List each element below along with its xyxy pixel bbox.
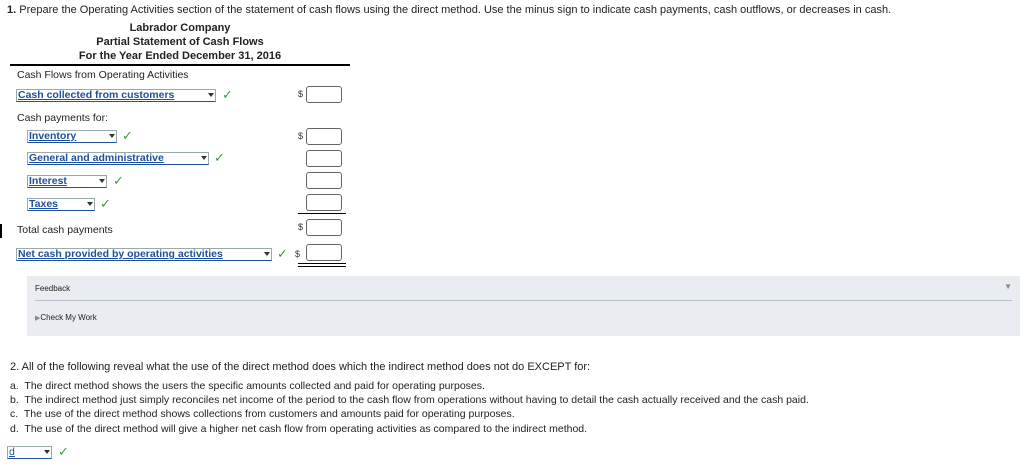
option-letter: a. [10, 380, 19, 392]
option-text: The direct method shows the users the specific amounts collected and paid for operating purposes. [24, 380, 485, 392]
option-c [10, 408, 515, 420]
feedback-panel [27, 276, 1020, 336]
gen-admin-dropdown[interactable] [27, 152, 209, 165]
gen-admin-selected: General and administrative [29, 152, 164, 164]
net-cash-selected: Net cash provided by operating activities [18, 248, 223, 260]
total-payments-amount-input[interactable] [306, 219, 342, 236]
taxes-dropdown[interactable] [27, 198, 95, 211]
option-text: The indirect method just simply reconciles net income of the period to the cash flow from operations without having to detail the cash actually received and the cash paid. [24, 394, 809, 406]
correct-check-icon: ✓ [222, 87, 233, 102]
currency-symbol: $ [295, 249, 301, 259]
interest-amount-input[interactable] [306, 172, 342, 189]
interest-selected: Interest [29, 175, 67, 187]
correct-check-icon: ✓ [214, 150, 225, 165]
total-payments-label: Total cash payments [17, 224, 113, 236]
chevron-down-icon [99, 179, 105, 183]
edge-marker [0, 224, 2, 238]
currency-symbol: $ [298, 89, 304, 99]
subtotal-rule [298, 213, 346, 214]
net-cash-amount-input[interactable] [306, 244, 342, 261]
company-name: Labrador Company [129, 22, 231, 34]
option-d [10, 423, 587, 435]
question-1-number: 1. [7, 4, 17, 16]
net-cash-dropdown[interactable] [16, 248, 272, 261]
question-2-number: 2. [10, 361, 20, 373]
option-a [10, 380, 485, 392]
chevron-down-icon [87, 202, 93, 206]
option-letter: b. [10, 394, 19, 406]
chevron-down-icon [264, 252, 270, 256]
question-1-text [7, 4, 891, 16]
feedback-divider [35, 300, 1012, 301]
taxes-amount-input[interactable] [306, 194, 342, 211]
interest-dropdown[interactable] [27, 175, 107, 188]
correct-check-icon: ✓ [277, 246, 288, 261]
currency-symbol: $ [298, 222, 304, 232]
cash-collected-selected: Cash collected from customers [18, 89, 175, 101]
header-rule [10, 64, 350, 66]
taxes-selected: Taxes [29, 198, 58, 210]
question-1-prompt: Prepare the Operating Activities section of the statement of cash flows using the direct method. Use the minus sign to indicate cash payments, cash outflows, or decreases in cash. [19, 4, 892, 16]
question-2-prompt: All of the following reveal what the use of the direct method does which the indirect method does not do EXCEPT for: [21, 361, 591, 373]
currency-symbol: $ [298, 131, 304, 141]
section-heading: Cash Flows from Operating Activities [17, 69, 189, 81]
chevron-down-icon [208, 93, 214, 97]
inventory-selected: Inventory [29, 130, 77, 142]
correct-check-icon: ✓ [113, 173, 124, 188]
cash-collected-amount-input[interactable] [306, 86, 342, 103]
gen-admin-amount-input[interactable] [306, 150, 342, 167]
option-text: The use of the direct method shows collections from customers and amounts paid for operating purposes. [23, 408, 515, 420]
inventory-amount-input[interactable] [306, 128, 342, 145]
payments-for-label: Cash payments for: [17, 112, 109, 124]
statement-period: For the Year Ended December 31, 2016 [78, 50, 282, 62]
triangle-right-icon: ▶ [35, 315, 41, 322]
double-rule-bottom [298, 266, 346, 267]
answer-dropdown[interactable] [7, 446, 52, 459]
answer-selected: d [9, 446, 15, 458]
option-text: The use of the direct method will give a higher net cash flow from operating activities as compared to the indirect method. [24, 423, 588, 435]
correct-check-icon: ✓ [100, 196, 111, 211]
feedback-title: Feedback [35, 284, 71, 293]
correct-check-icon: ✓ [58, 444, 69, 459]
inventory-dropdown[interactable] [27, 130, 117, 143]
double-rule-top [298, 263, 346, 264]
option-letter: d. [10, 423, 19, 435]
chevron-down-icon [109, 134, 115, 138]
cash-collected-dropdown[interactable] [16, 89, 216, 102]
check-my-work-toggle[interactable] [35, 313, 97, 322]
correct-check-icon: ✓ [122, 128, 133, 143]
statement-title: Partial Statement of Cash Flows [96, 36, 264, 48]
chevron-down-icon [44, 450, 50, 454]
option-letter: c. [10, 408, 19, 420]
option-b [10, 394, 809, 406]
check-my-work-label: Check My Work [40, 313, 97, 322]
chevron-down-icon [201, 156, 207, 160]
question-2-text [10, 361, 590, 373]
collapse-icon[interactable]: ▼ [1004, 282, 1012, 291]
